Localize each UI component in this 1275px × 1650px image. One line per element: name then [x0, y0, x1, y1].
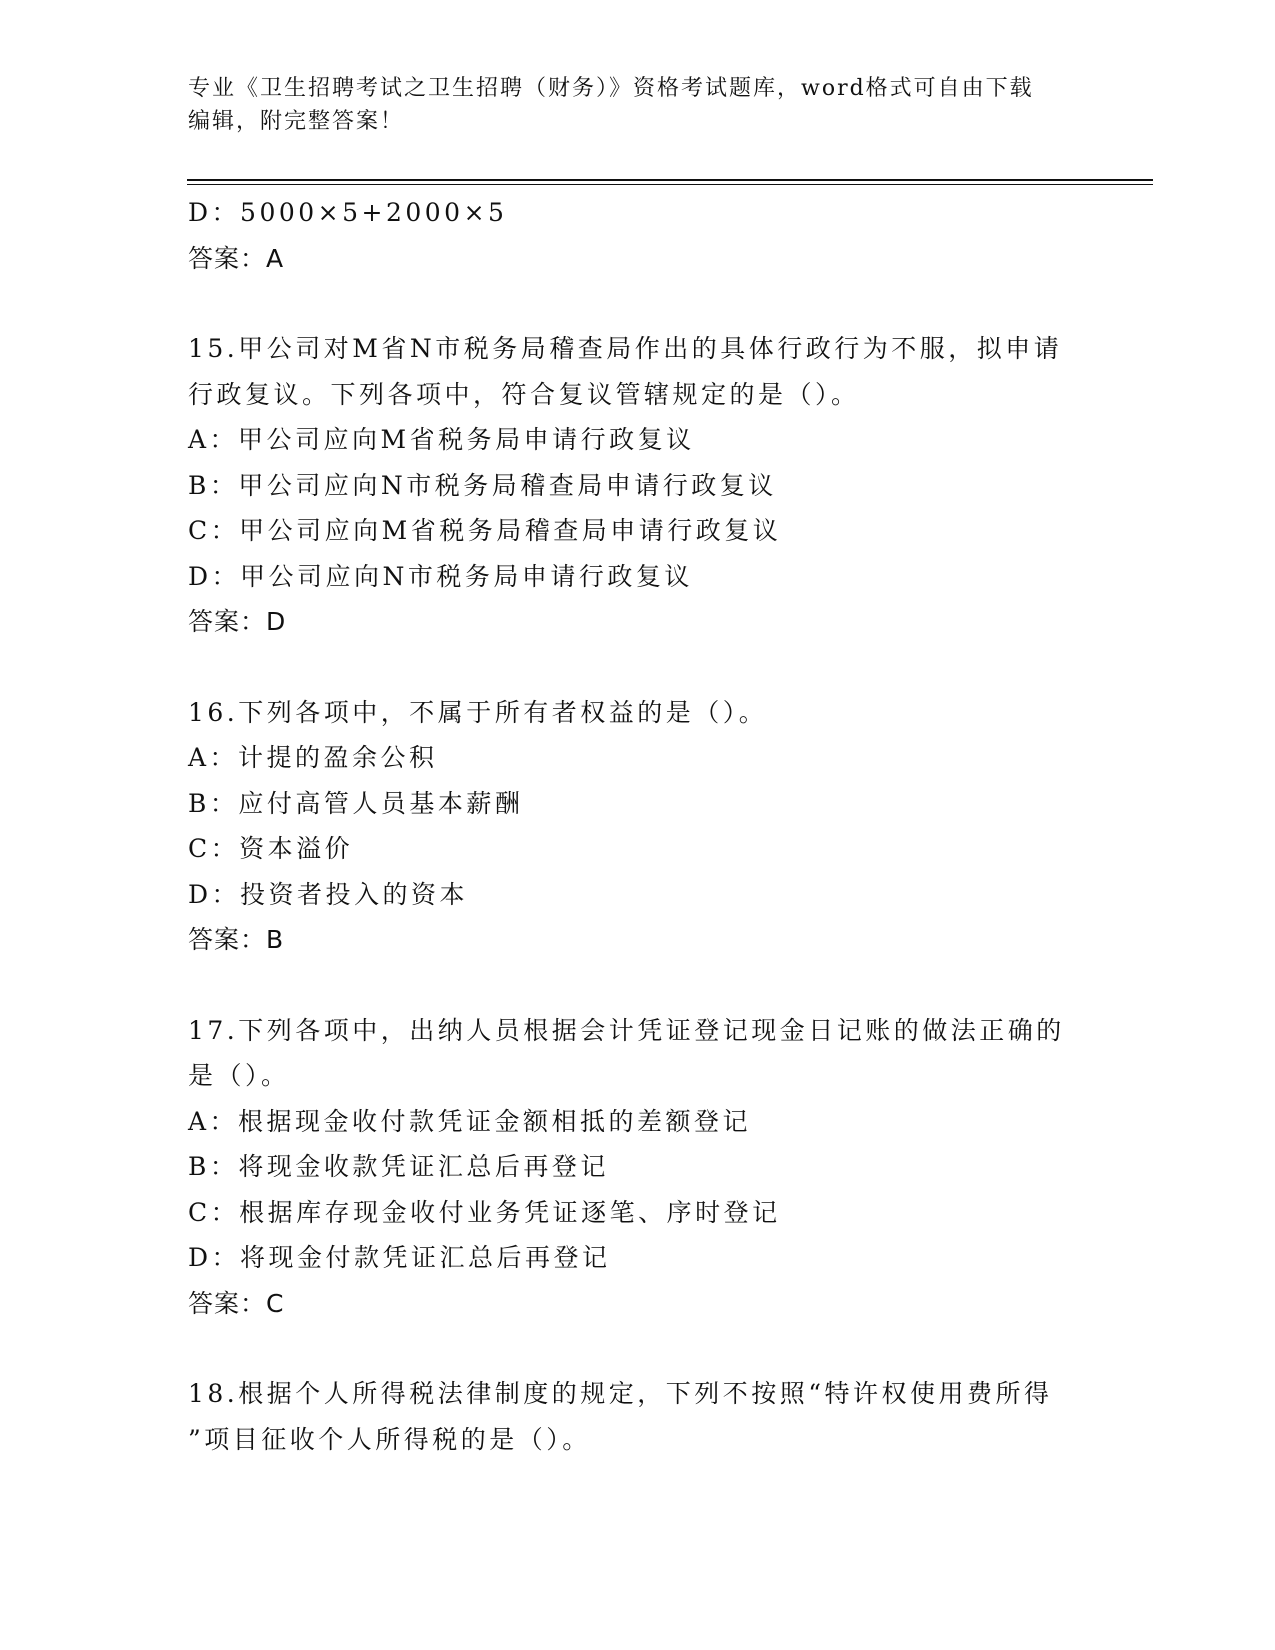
option-b: B：甲公司应向N市税务局稽查局申请行政复议	[188, 470, 777, 500]
question-stem-line: 行政复议。下列各项中，符合复议管辖规定的是（）。	[188, 379, 860, 409]
answer-line: 答案：C	[188, 1288, 285, 1318]
question-stem-line: 18.根据个人所得税法律制度的规定，下列不按照“特许权使用费所得	[188, 1379, 1053, 1408]
spacer	[188, 1326, 1088, 1371]
option-a: A：计提的盈余公积	[188, 743, 438, 772]
question-17	[188, 1008, 1088, 1327]
option-d: D：5000×5+2000×5	[188, 198, 508, 227]
option-b: B：应付高管人员基本薪酬	[188, 788, 524, 818]
question-stem-line: 17.下列各项中，出纳人员根据会计凭证登记现金日记账的做法正确的	[188, 1015, 1065, 1045]
question-prev-tail	[188, 190, 1088, 281]
option-d: D：甲公司应向N市税务局申请行政复议	[188, 561, 693, 591]
question-stem-line: ”项目征收个人所得税的是（）。	[188, 1424, 591, 1454]
question-18	[188, 1371, 1088, 1462]
page-header	[188, 72, 1088, 138]
option-c: C：资本溢价	[188, 834, 354, 863]
question-stem-line: 15.甲公司对M省N市税务局稽查局作出的具体行政行为不服，拟申请	[188, 334, 1063, 363]
question-stem-line: 16.下列各项中，不属于所有者权益的是（）。	[188, 697, 768, 727]
option-a: A：根据现金收付款凭证金额相抵的差额登记	[188, 1106, 752, 1136]
question-list	[188, 190, 1088, 1462]
header-divider-thin	[187, 184, 1153, 185]
spacer	[188, 281, 1088, 326]
spacer	[188, 963, 1088, 1008]
option-d: D：将现金付款凭证汇总后再登记	[188, 1243, 611, 1272]
option-b: B：将现金收款凭证汇总后再登记	[188, 1152, 609, 1181]
spacer	[188, 645, 1088, 690]
header-line-2: 编辑，附完整答案！	[188, 109, 405, 134]
header-line-1: 专业《卫生招聘考试之卫生招聘（财务）》资格考试题库，word格式可自由下载	[188, 76, 1034, 101]
option-c: C：甲公司应向M省税务局稽查局申请行政复议	[188, 516, 782, 545]
option-a: A：甲公司应向M省税务局申请行政复议	[188, 425, 695, 454]
option-c: C：根据库存现金收付业务凭证逐笔、序时登记	[188, 1197, 781, 1227]
header-divider-thick	[187, 179, 1153, 181]
question-15	[188, 326, 1088, 645]
question-stem-line: 是（）。	[188, 1061, 290, 1090]
option-d: D：投资者投入的资本	[188, 879, 469, 909]
question-16	[188, 690, 1088, 963]
answer-line: 答案：B	[188, 925, 285, 954]
answer-line: 答案：D	[188, 607, 287, 636]
answer-line: 答案：A	[188, 243, 285, 273]
